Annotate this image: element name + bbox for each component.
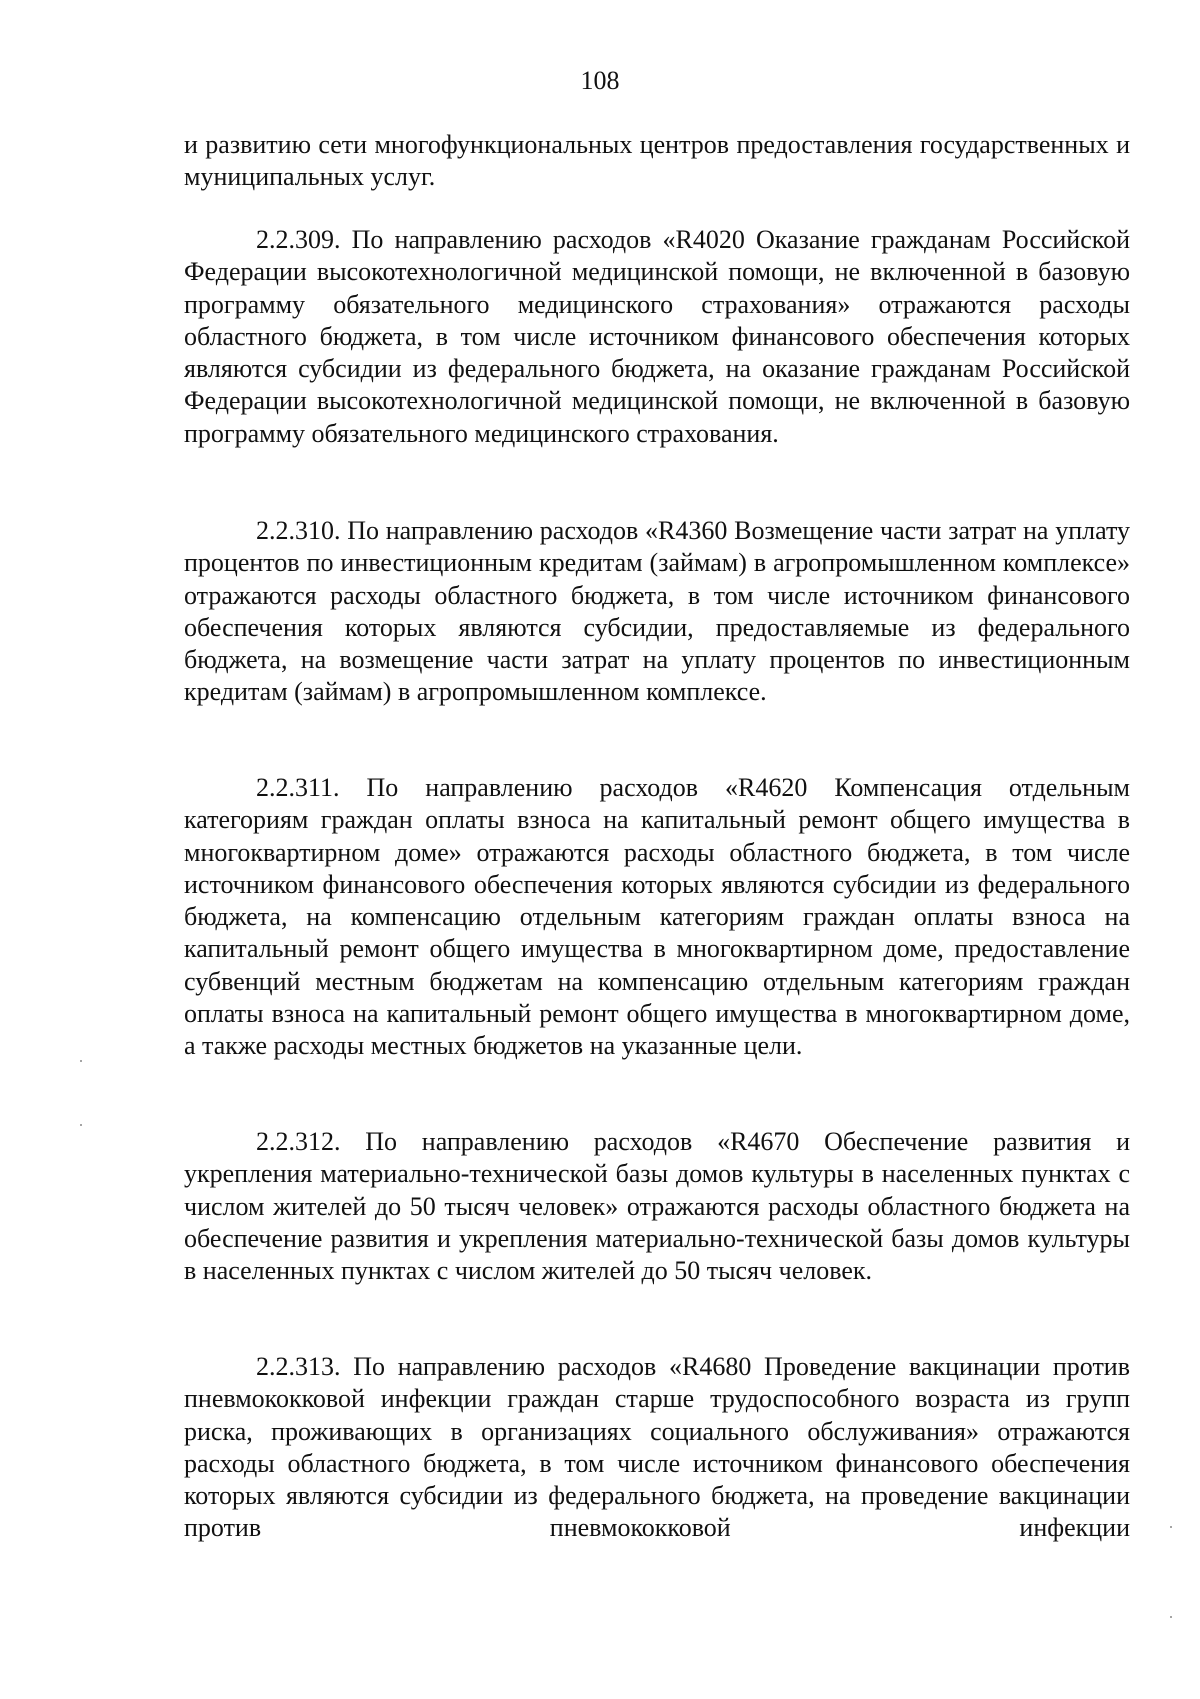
paragraph-2-2-311: 2.2.311. По направлению расходов «R4620 Компенсация отдельным категориям граждан оплаты взноса на капитальный ремонт общего имущества в многоквартирном доме» отражаются расходы областного бюджета, в том числе источником финансового обеспечения которых являются субсидии из федерального бюджета, на компенсацию отдельным категориям граждан оплаты взноса на капитальный ремонт общего имущества в многоквартирном доме, предоставление субвенций местным бюджетам на компенсацию отдельным категориям граждан оплаты взноса на капитальный ремонт общего имущества в многоквартирном доме, а также расходы местных бюджетов на указанные цели. [184,773,1130,1061]
paragraph-continuation: и развитию сети многофункциональных центров предоставления государственных и муниципальных услуг. [184,130,1130,192]
paragraph-2-2-310: 2.2.310. По направлению расходов «R4360 Возмещение части затрат на уплату процентов по инвестиционным кредитам (займам) в агропромышленном комплексе» отражаются расходы областного бюджета, в том числе источником финансового обеспечения которых являются субсидии, предоставляемые из федерального бюджета, на возмещение части затрат на уплату процентов по инвестиционным кредитам (займам) в агропромышленном комплексе. [184,516,1130,707]
page-number: 108 [580,66,620,95]
scan-speck [80,1060,82,1062]
scan-speck [1170,1526,1172,1528]
paragraph-2-2-313: 2.2.313. По направлению расходов «R4680 Проведение вакцинации против пневмококковой инфекции граждан старше трудоспособного возраста из групп риска, проживающих в организациях социального обслуживания» отражаются расходы областного бюджета, в том числе источником финансового обеспечения которых являются субсидии из федерального бюджета, на проведение вакцинации против пневмококковой инфекции [184,1352,1130,1543]
scan-speck [80,1124,82,1126]
paragraph-2-2-309: 2.2.309. По направлению расходов «R4020 Оказание гражданам Российской Федерации высокотехнологичной медицинской помощи, не включенной в базовую программу обязательного медицинского страхования» отражаются расходы областного бюджета, в том числе источником финансового обеспечения которых являются субсидии из федерального бюджета, на оказание гражданам Российской Федерации высокотехнологичной медицинской помощи, не включенной в базовую программу обязательного медицинского страхования. [184,225,1130,448]
paragraph-2-2-312: 2.2.312. По направлению расходов «R4670 Обеспечение развития и укрепления материально-технической базы домов культуры в населенных пунктах с числом жителей до 50 тысяч человек» отражаются расходы областного бюджета на обеспечение развития и укрепления материально-технической базы домов культуры в населенных пунктах с числом жителей до 50 тысяч человек. [184,1127,1130,1286]
scan-speck [1170,1616,1172,1618]
